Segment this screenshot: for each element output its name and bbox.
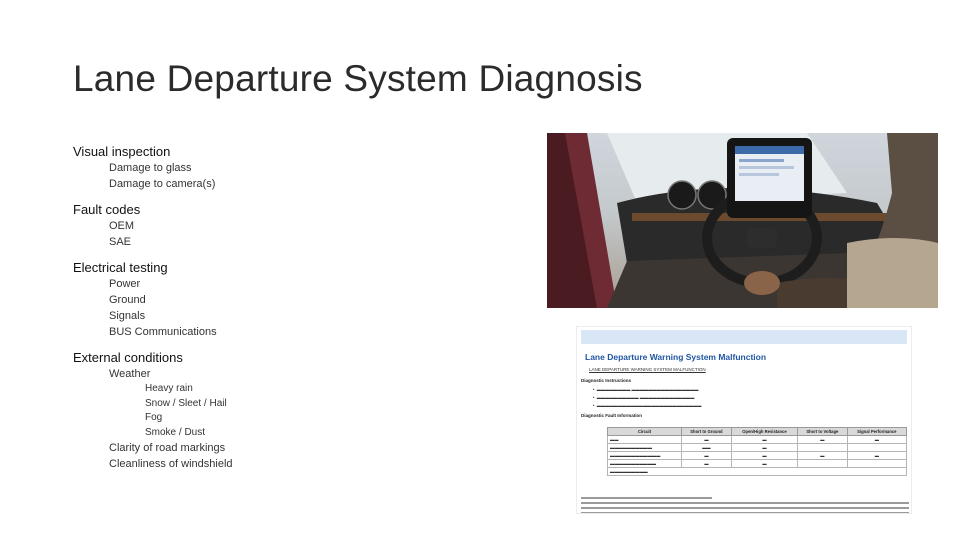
bullet-subitem: Heavy rain: [145, 383, 193, 394]
bullet-heading: Visual inspection: [73, 144, 171, 159]
service-info-document: [576, 326, 912, 514]
doc-bullet: • ▬▬▬▬▬▬▬▬▬▬▬▬▬▬▬▬▬▬▬▬▬▬▬▬▬: [593, 403, 702, 408]
doc-subheading: LANE DEPARTURE WARNING SYSTEM MALFUNCTION: [589, 367, 706, 372]
doc-heading: Lane Departure Warning System Malfunction: [585, 352, 767, 362]
table-row: ▬▬▬▬▬▬▬▬▬▬ ▬▬ ▬: [608, 444, 907, 452]
table-header: Circuit: [608, 428, 682, 436]
doc-section-fault-info: Diagnostic Fault Information: [581, 413, 643, 418]
bullet-outline: [73, 144, 513, 472]
doc-bullet: • ▬▬▬▬▬▬▬▬ ▬▬▬▬▬▬▬▬▬▬▬▬▬▬▬▬: [593, 387, 699, 392]
bullet-subitem: Fog: [145, 412, 163, 423]
bullet-item: Weather: [109, 368, 151, 380]
table-header: Open/High Resistance: [731, 428, 797, 436]
table-header: Short to Voltage: [798, 428, 848, 436]
doc-description-text: [581, 494, 909, 514]
bullet-item: Clarity of road markings: [109, 442, 226, 454]
bullet-item: OEM: [109, 220, 135, 232]
table-row: ▬▬ ▬ ▬ ▬ ▬: [608, 436, 907, 444]
scan-tool-photo: [547, 133, 938, 308]
table-row: ▬▬▬▬▬▬▬▬▬: [608, 468, 907, 476]
bullet-item: BUS Communications: [109, 326, 217, 338]
bullet-heading: External conditions: [73, 350, 183, 365]
bullet-item: SAE: [109, 236, 132, 248]
table-row: ▬▬▬▬▬▬▬▬▬▬▬▬ ▬ ▬ ▬ ▬: [608, 452, 907, 460]
table-header: Short to Ground: [681, 428, 731, 436]
bullet-item: Power: [109, 278, 141, 290]
bullet-subitem: Snow / Sleet / Hail: [145, 397, 227, 409]
bullet-item: Ground: [109, 294, 146, 306]
bullet-item: Signals: [109, 310, 146, 322]
table-row: ▬▬▬▬▬▬▬▬▬▬▬ ▬ ▬: [608, 460, 907, 468]
doc-section-instructions: Diagnostic Instructions: [581, 378, 632, 383]
bullet-heading: Fault codes: [73, 202, 141, 217]
doc-bullet: • ▬▬▬▬▬▬▬▬▬▬ ▬▬▬▬▬▬▬▬▬▬▬▬▬: [593, 395, 695, 400]
bullet-subitem: Smoke / Dust: [145, 426, 206, 438]
table-header: Signal Performance: [847, 428, 906, 436]
bullet-heading: Electrical testing: [73, 260, 168, 275]
doc-breadcrumb: [581, 330, 907, 344]
bullet-item: Cleanliness of windshield: [109, 458, 233, 470]
slide-title: Lane Departure System Diagnosis: [73, 58, 643, 99]
bullet-item: Damage to camera(s): [109, 178, 216, 190]
fault-info-table: [607, 427, 907, 476]
bullet-item: Damage to glass: [109, 162, 192, 174]
